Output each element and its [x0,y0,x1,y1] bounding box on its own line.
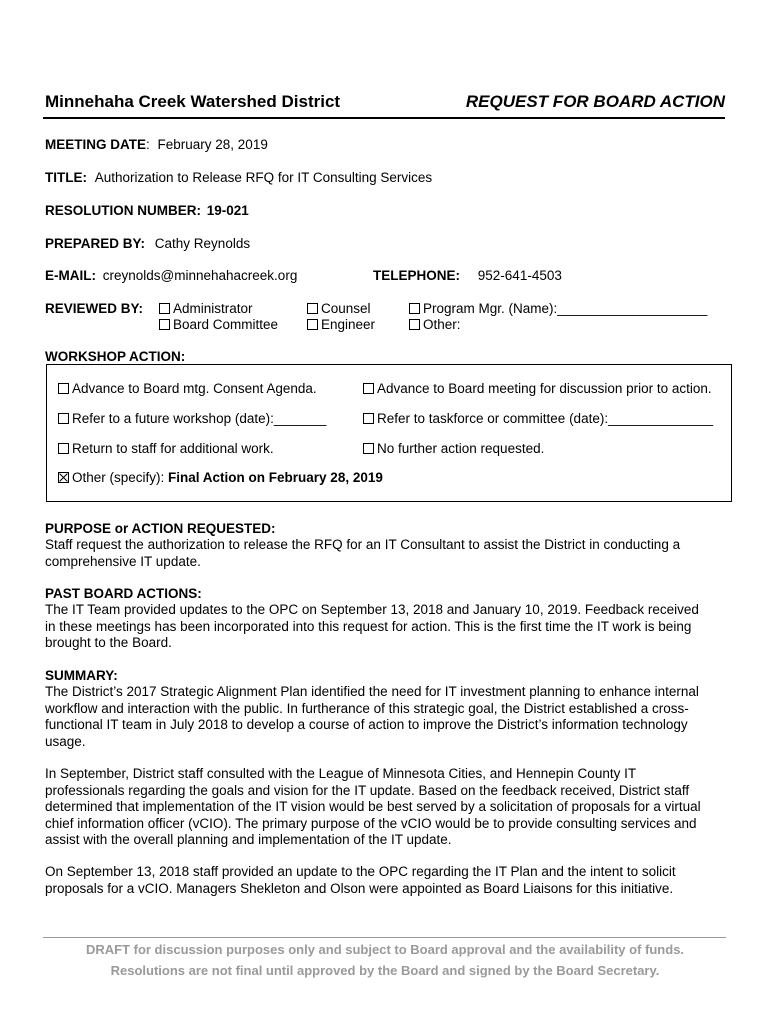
workshop-opt-consent[interactable] [58,381,317,396]
checkbox-program-mgr[interactable] [409,303,420,314]
reviewed-label: REVIEWED BY: [45,301,144,316]
checkbox-administrator[interactable] [159,303,170,314]
summary-line: determined that implementation of the IT vision would be best served by a solicitation of proposals for a virtual [45,799,701,814]
summary-line: chief information officer (vCIO). The primary purpose of the vCIO would be to provide consulting services and [45,815,697,831]
checkbox-return-staff[interactable] [58,443,69,454]
reviewed-counsel[interactable] [307,301,371,316]
workshop-opt-no-further[interactable] [363,441,544,456]
meeting-date-value: February 28, 2019 [157,137,268,152]
purpose-line: Staff request the authorization to release the RFQ for an IT Consultant to assist the District in conducting a [45,537,681,552]
consent-agenda-label: Advance to Board mtg. Consent Agenda. [72,381,317,396]
counsel-label: Counsel [321,301,371,316]
discussion-label: Advance to Board meeting for discussion prior to action. [377,381,712,396]
purpose-heading: PURPOSE or ACTION REQUESTED: [45,521,276,536]
meeting-date-row: MEETING DATE: February 28, 2019 [45,137,268,152]
document-type: REQUEST FOR BOARD ACTION [465,92,725,111]
prepared-label: PREPARED BY: [45,236,146,251]
workshop-opt-discussion[interactable] [363,381,712,396]
reviewed-program-mgr[interactable] [409,301,707,316]
workshop-opt-other[interactable] [58,470,383,485]
checkbox-other[interactable] [409,319,420,330]
past-line: The IT Team provided updates to the OPC on September 13, 2018 and January 10, 2019. Feedback received [45,602,699,617]
checkbox-engineer[interactable] [307,319,318,330]
footer-line-2: Resolutions are not final until approved by the Board and signed by the Board Secretary. [110,963,660,978]
past-heading: PAST BOARD ACTIONS: [45,586,202,601]
footer-rule [43,937,726,938]
summary-line: The District’s 2017 Strategic Alignment Plan identified the need for IT investment planning to enhance internal [45,684,699,699]
return-staff-label: Return to staff for additional work. [72,441,274,456]
summary-heading: SUMMARY: [45,668,118,683]
board-committee-label: Board Committee [173,317,279,332]
engineer-label: Engineer [321,317,376,332]
summary-line: On September 13, 2018 staff provided an update to the OPC regarding the IT Plan and the intent to solicit [45,864,676,879]
workshop-opt-return[interactable] [58,441,274,456]
summary-line: assist with the overall planning and implementation of the IT update. [45,832,452,847]
checkbox-discussion[interactable] [363,383,374,394]
footer-line-1: DRAFT for discussion purposes only and subject to Board approval and the availability of funds. [85,942,685,957]
summary-paragraph-3 [45,864,735,897]
past-body [45,602,735,652]
summary-line: professionals regarding the goals and vision for the IT update. Based on the feedback received, District staff [45,782,690,798]
summary-line: functional IT team in July 2018 to develop a course of action to improve the District’s information technology [45,717,688,732]
prepared-value: Cathy Reynolds [154,236,251,251]
other-specify-label: Other (specify): [72,470,165,485]
purpose-body [45,537,735,570]
email-label: E-MAIL: [45,268,96,283]
checkbox-counsel[interactable] [307,303,318,314]
email-value: creynolds@minnehahacreek.org [102,268,298,283]
title-value: Authorization to Release RFQ for IT Consulting Services [94,170,433,185]
purpose-line: comprehensive IT update. [45,553,201,569]
checkbox-future-workshop[interactable] [58,413,69,424]
telephone-value: 952-641-4503 [477,268,562,283]
title-label: TITLE: [45,170,87,185]
summary-line: workflow and interaction with the public. In furtherance of this strategic goal, the District established a cross- [45,700,689,716]
other-specify-value: Final Action on February 28, 2019 [168,470,383,485]
telephone-label: TELEPHONE: [373,268,461,283]
resolution-label: RESOLUTION NUMBER: [45,203,201,218]
workshop-opt-future[interactable] [58,411,326,426]
summary-line: In September, District staff consulted with the League of Minnesota Cities, and Hennepin County IT [45,766,637,781]
checkbox-consent-agenda[interactable] [58,383,69,394]
resolution-value: 19-021 [206,203,249,218]
reviewed-engineer[interactable] [307,317,375,332]
summary-paragraph-1 [45,684,735,750]
other-label: Other: [423,317,461,332]
checkbox-taskforce[interactable] [363,413,374,424]
checkbox-no-further[interactable] [363,443,374,454]
title-row [45,170,432,185]
past-line: brought to the Board. [45,635,172,650]
footer-disclaimer [0,939,770,981]
header-rule [43,117,725,119]
reviewed-administrator[interactable] [159,301,253,316]
taskforce-label: Refer to taskforce or committee (date):______________ [377,411,714,426]
checkbox-board-committee[interactable] [159,319,170,330]
summary-line: usage. [45,733,86,749]
workshop-label: WORKSHOP ACTION: [45,349,186,364]
administrator-label: Administrator [173,301,253,316]
telephone-row [373,268,562,283]
email-row [45,268,297,283]
summary-paragraph-2 [45,766,735,849]
program-mgr-label: Program Mgr. (Name):____________________ [423,301,708,316]
reviewed-other[interactable] [409,317,461,332]
future-workshop-label: Refer to a future workshop (date):_______ [72,411,327,426]
checkbox-other-checked[interactable] [58,472,69,483]
prepared-row [45,236,250,251]
past-line: in these meetings has been incorporated into this request for action. This is the first time the IT work is being [45,618,692,634]
summary-line: proposals for a vCIO. Managers Shekleton and Olson were appointed as Board Liaisons for this initiative. [45,880,674,896]
no-further-label: No further action requested. [377,441,545,456]
resolution-row [45,203,249,218]
reviewed-board-committee[interactable] [159,317,278,332]
org-name: Minnehaha Creek Watershed District [45,92,341,111]
meeting-date-label: MEETING DATE [45,137,146,152]
workshop-opt-taskforce[interactable] [363,411,713,426]
